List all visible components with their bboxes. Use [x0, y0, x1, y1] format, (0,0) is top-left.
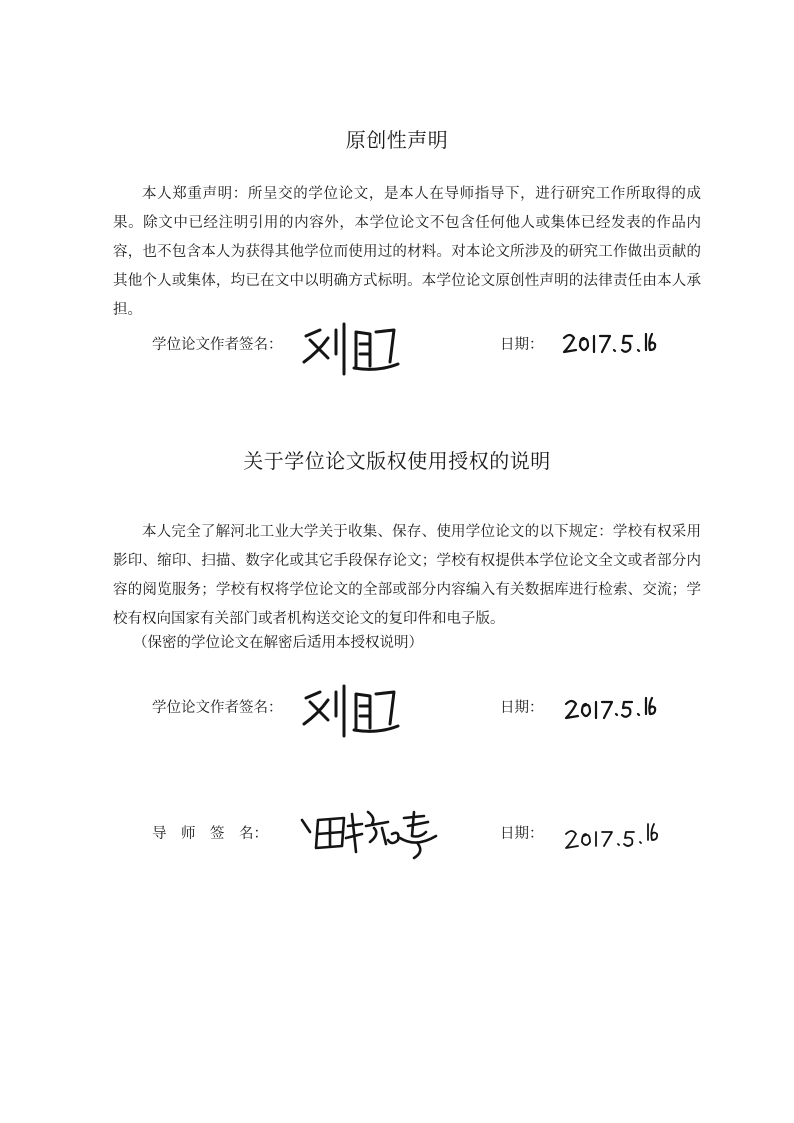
supervisor-date-handwritten — [562, 818, 666, 850]
declaration-date-label: 日期： — [500, 337, 544, 353]
handwritten-signature-supervisor — [296, 804, 456, 866]
authorization-author-signature — [298, 680, 406, 738]
declaration-author-label: 学位论文作者签名： — [152, 337, 283, 353]
declaration-author-signature — [298, 318, 406, 376]
supervisor-signature — [296, 804, 456, 866]
handwritten-signature-author-1 — [298, 318, 406, 376]
authorization-body: 本人完全了解河北工业大学关于收集、保存、使用学位论文的以下规定：学校有权采用影印、缩印、扫描、数字化或其它手段保存论文；学校有权提供本学位论文全文或者部分内容的阅览服务；学校有权将学位论文的全部或部分内容编入有关数据库进行检索、交流；学校有权向国家有关部门或者机构送交论文的复印件和电子版。 — [113, 524, 701, 627]
handwritten-signature-author-2 — [298, 680, 406, 738]
declaration-body: 本人郑重声明：所呈交的学位论文，是本人在导师指导下，进行研究工作所取得的成果。除文中已经注明引用的内容外，本学位论文不包含任何他人或集体已经发表的作品内容，也不包含本人为获得其他学位而使用过的材料。对本论文所涉及的研究工作做出贡献的其他个人或集体，均已在文中以明确方式标明。本学位论文原创性声明的法律责任由本人承担。 — [113, 186, 701, 318]
declaration-date-handwritten — [560, 328, 660, 358]
declaration-title: 原创性声明 — [345, 128, 449, 152]
supervisor-date-label: 日期： — [500, 826, 544, 842]
handwritten-date-1 — [560, 328, 660, 358]
authorization-author-label: 学位论文作者签名： — [152, 700, 283, 716]
authorization-date-handwritten — [562, 692, 662, 722]
authorization-date-label: 日期： — [500, 700, 544, 716]
authorization-note: （保密的学位论文在解密后适用本授权说明） — [133, 635, 423, 651]
handwritten-date-3 — [562, 818, 666, 850]
supervisor-label: 导 师 签 名： — [152, 826, 268, 842]
authorization-title: 关于学位论文版权使用授权的说明 — [243, 449, 551, 473]
handwritten-date-2 — [562, 692, 662, 722]
